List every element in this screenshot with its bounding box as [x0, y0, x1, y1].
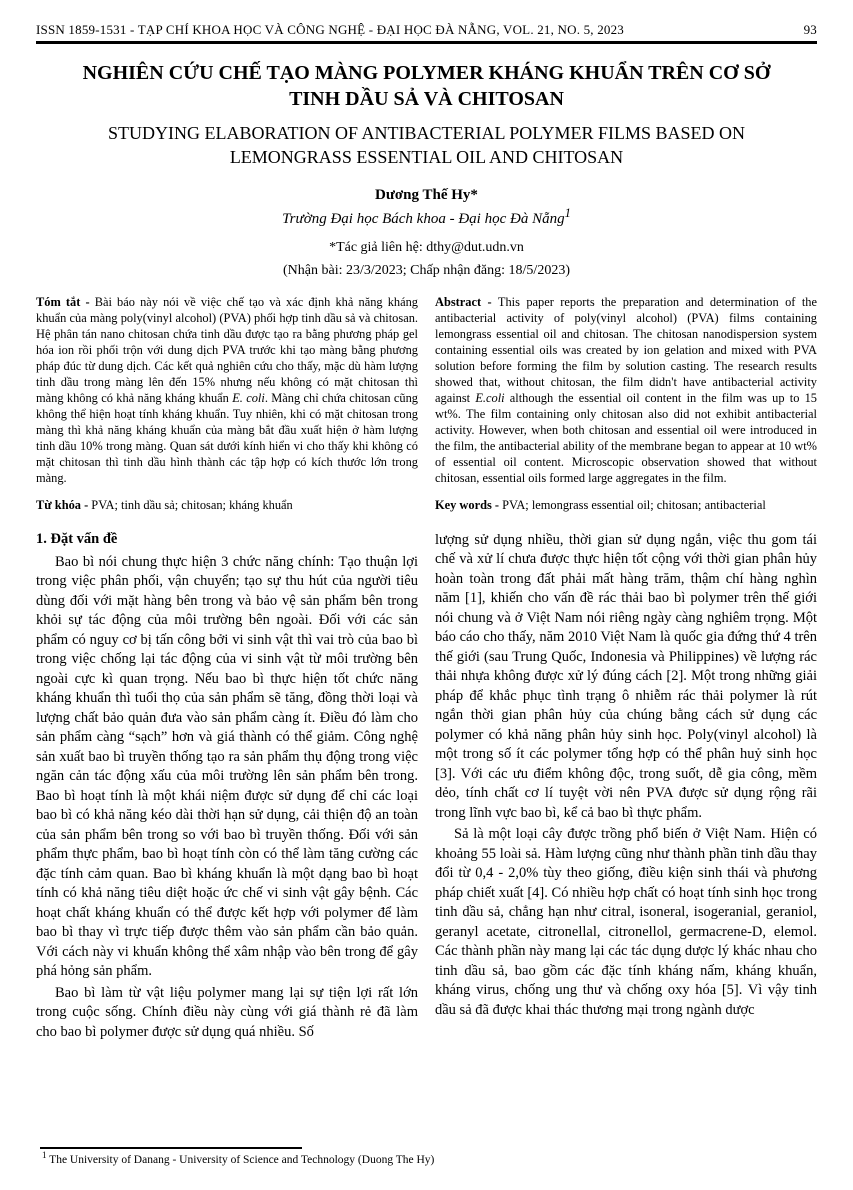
keywords-vietnamese	[36, 497, 418, 513]
received-accepted-dates: (Nhận bài: 23/3/2023; Chấp nhận đăng: 18/5/2023)	[283, 262, 570, 278]
affiliation	[36, 205, 817, 228]
footnote-affiliation: The University of Danang - University of Science and Technology (Duong The Hy)	[49, 1154, 435, 1166]
page-number: 93	[803, 22, 817, 37]
abstract-en-label: Abstract -	[435, 294, 492, 309]
body-column-left	[36, 531, 418, 1043]
author-name: Dương Thế Hy*	[375, 186, 478, 203]
body-section	[36, 531, 817, 1043]
abstract-column-english	[435, 294, 817, 513]
keywords-english	[435, 497, 817, 513]
body-column-right	[435, 531, 817, 1043]
body-paragraph: Bao bì làm từ vật liệu polymer mang lại sự tiện lợi rất lớn trong cuộc sống. Chính điều này cùng với giá thành rẻ đã làm cho bao bì polymer được sử dụng quá nhiều. Số	[36, 984, 418, 1040]
body-paragraph: lượng sử dụng nhiều, thời gian sử dụng ngắn, việc thu gom tái chế và xử lí chưa được thực hiện tốt cộng với thời gian phân hủy hoàn toàn trong đất phải mất hàng trăm, thậm chí hàng nghìn năm [1], khiến cho vấn đề rác thải bao bì polymer trên thế giới nói chung và ở Việt Nam nói riêng ngày càng nghiêm trọng. Một báo cáo cho thấy, năm 2010 Việt Nam là quốc gia đứng thứ 4 trên thế giới (sau Trung Quốc, Indonesia và Philippines) về lượng rác thải nhựa không được xử lý đúng cách [2]. Một trong những giải pháp để khắc phục tình trạng ô nhiễm rác thải polymer là rút ngắn thời gian phân hủy của chúng bằng cách sử dụng các polymer có khả năng phân hủy sinh học. Poly(vinyl alcohol) là một trong số ít các polymer tổng hợp có thể phân huỷ sinh học [3]. Với các ưu điểm không độc, trong suốt, dễ gia công, mềm dẻo, tính chất cơ lí tuyệt vời nên PVA được sử dụng rộng rãi trong lĩnh vực bao bì, kể cả bao bì thực phẩm.	[435, 531, 817, 821]
abstract-vi-label: Tóm tắt -	[36, 294, 90, 309]
abstract-column-vietnamese	[36, 294, 418, 513]
affiliation-superscript: 1	[564, 205, 571, 220]
title-english: STUDYING ELABORATION OF ANTIBACTERIAL POLYMER FILMS BASED ON LEMONGRASS ESSENTIAL OIL AND CHITOSAN	[107, 123, 746, 168]
footnote-divider	[40, 1147, 302, 1149]
abstract-vietnamese	[36, 294, 418, 486]
abstract-vi-text: Bài báo này nói về việc chế tạo và xác định khả năng kháng khuẩn của màng poly(vinyl alcohol) (PVA) phối hợp tinh dầu sả và chitosan. Hệ phân tán nano chitosan chứa tinh dầu được tạo ra bằng phương pháp gel hóa ion rồi phối trộn với dung dịch PVA trước khi tạo màng bằng phương pháp đúc từ dung dịch. Các kết quả nghiên cứu cho thấy, mặc dù hàm lượng tinh dầu trong màng lên đến 15% nhưng nếu không có mặt chitosan thì màng không có khả năng kháng khuẩn E. coli. Màng chỉ chứa chitosan cũng không thể hiện hoạt tính kháng khuẩn. Tuy nhiên, khi có mặt chitosan trong màng thì khả năng kháng khuẩn của màng bắt đầu xuất hiện ở hàm lượng tinh dầu 10% trong màng. Quan sát dưới kính hiển vi cho thấy khi không có mặt chitosan thì tinh dầu hình thành các tập hợp có kích thước lớn trong màng.	[36, 294, 418, 485]
abstract-section	[36, 294, 817, 513]
keywords-en-label: Key words -	[435, 497, 500, 512]
body-paragraph: Sả là một loại cây được trồng phổ biến ở Việt Nam. Hiện có khoảng 55 loài sả. Hàm lượng cũng như thành phần tinh dầu thay đổi từ 0,4 - 2,0% tùy theo giống, điều kiện sinh thái và phương pháp chiết xuất [4]. Có nhiều hợp chất có hoạt tính sinh học trong tinh dầu sả, chẳng hạn như citral, isoneral, isogeranial, geraniol, geranyl acetate, citronellal, citronellol, germacrene-D, elemol. Các thành phần này mang lại các tác dụng dược lý khác nhau cho tinh dầu sả, bao gồm các đặc tính kháng nấm, kháng khuẩn, kháng virus, chống ung thư và chống oxy hóa [5]. Vì vậy tinh dầu sả đã được khai thác thương mại trong ngành dược	[435, 826, 817, 1018]
keywords-vi-label: Từ khóa -	[36, 497, 89, 512]
keywords-en-text: PVA; lemongrass essential oil; chitosan; antibacterial	[499, 497, 766, 512]
running-header	[36, 22, 817, 44]
body-paragraph: Bao bì nói chung thực hiện 3 chức năng chính: Tạo thuận lợi trong việc phân phối, vận chuyển; tạo sự thu hút của người tiêu dùng đối với mặt hàng bên trong và bảo vệ sản phẩm bên trong khỏi sự tác động của môi trường bên ngoài. Đối với các sản phẩm có nguy cơ bị tấn công bởi vi sinh vật thì vai trò của bao bì trong việc chống lại tác động của vi sinh vật từ môi trường bên ngoài cực kì quan trọng. Nếu bao bì thực hiện tốt chức năng kháng khuẩn thì tuổi thọ của sản phẩm sẽ tăng, đồng thời loại và lượng chất bảo quản đưa vào sản phẩm càng ít. Điều đó làm cho sản phẩm càng “sạch” hơn và giá thành có thể giảm. Công nghệ sản xuất bao bì truyền thống tạo ra sản phẩm thụ động trong việc ngăn cản tác động xấu của môi trường lên sản phẩm bên trong. Bao bì hoạt tính là một khái niệm được sử dụng để chỉ các loại bao bì có khả năng kéo dài thời hạn sử dụng, cải thiện độ an toàn của sản phẩm bên trong so với bao bì truyền thống. Đối với sản phẩm thực phẩm, bao bì hoạt tính còn có thể làm tăng cường các đặc tính cảm quan. Bao bì kháng khuẩn là một dạng bao bì hoạt tính có khả năng tiêu diệt hoặc ức chế vi sinh vật gây bệnh. Các hoạt chất kháng khuẩn có thể được kết hợp với polymer để làm bao bì thay vì trực tiếp được thêm vào sản phẩm cần bảo quản. Với cách này vi khuẩn không thể xâm nhập vào bên trong để gây phá hỏng sản phẩm.	[36, 553, 418, 980]
abstract-english	[435, 294, 817, 486]
corresponding-author-contact: *Tác giả liên hệ: dthy@dut.udn.vn	[329, 239, 524, 255]
affiliation-text: Trường Đại học Bách khoa - Đại học Đà Nẵng	[282, 210, 565, 227]
abstract-en-text: This paper reports the preparation and determination of the antibacterial activity of poly(vinyl alcohol) (PVA) films containing lemongrass essential oil and chitosan. The chitosan nanodispersion system containing essential oils was created by ion gelation and mixed with PVA solution before forming the film by solution casting. The research results showed that, without chitosan, the film didn't have antibacterial activity against E.coli although the essential oil content in the film was up to 15 wt%. The film containing only chitosan also did not exhibit antibacterial activity. However, when both chitosan and essential oil were introduced in the film, the antibacterial ability of the membrane began to appear at 10 wt% of essential oil content. Microscopic observation showed that without chitosan, essential oils formed large aggregates in the film.	[435, 294, 818, 485]
keywords-vi-text: PVA; tinh dầu sả; chitosan; kháng khuẩn	[88, 497, 293, 512]
footnote-text	[42, 1150, 796, 1166]
journal-header: ISSN 1859-1531 - TẠP CHÍ KHOA HỌC VÀ CÔNG NGHỆ - ĐẠI HỌC ĐÀ NẴNG, VOL. 21, NO. 5, 2023	[36, 22, 624, 37]
footnote-block	[36, 1147, 796, 1166]
title-vietnamese: NGHIÊN CỨU CHẾ TẠO MÀNG POLYMER KHÁNG KHUẨN TRÊN CƠ SỞ TINH DẦU SẢ VÀ CHITOSAN	[82, 62, 771, 110]
footnote-superscript: 1	[42, 1150, 47, 1161]
section-1-heading: 1. Đặt vấn đề	[36, 530, 118, 547]
